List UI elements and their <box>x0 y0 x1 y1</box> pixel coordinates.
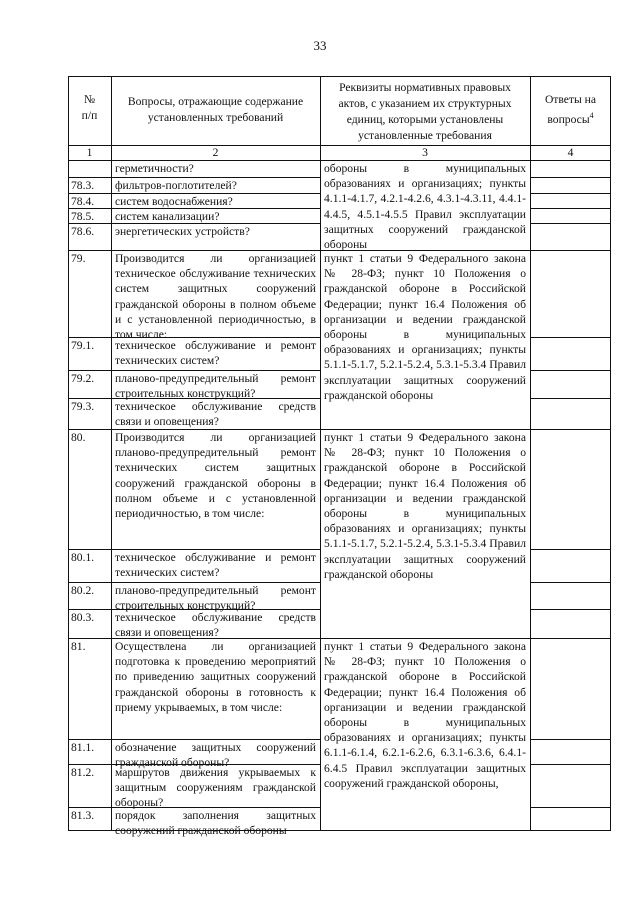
requirements-table <box>68 76 611 838</box>
reference-text: пункт 1 статьи 9 Федерального закона № 28-ФЗ; пункт 10 Положения о гражданской обороне в Российской Федерации; пункт 16.4 Положения об организации и ведении гражданской обороны в муниципальных образованиях и организациях; пункты 5.1.1-5.1.7, 5.2.1-5.2.4, 5.3.1-5.3.4 Правил эксплуатации защитных сооружений гражданской обороны <box>324 252 526 402</box>
row-number: 80.1. <box>71 551 95 564</box>
answer-row-divider <box>530 337 611 338</box>
row-number: 78.3. <box>71 179 95 192</box>
answer-row-divider <box>530 208 611 209</box>
header-number: № п/п <box>81 93 98 122</box>
answer-row-divider <box>530 739 611 740</box>
column-number: 4 <box>567 146 574 159</box>
column-divider <box>530 76 531 830</box>
question-text: систем водоснабжения? <box>115 195 233 208</box>
header-questions: Вопросы, отражающие содержание установленных требований <box>127 95 304 124</box>
question-text: фильтров-поглотителей? <box>115 179 237 192</box>
column-divider <box>320 76 321 830</box>
question-text: герметичности? <box>115 162 194 175</box>
question-text: маршрутов движения укрываемых к защитным сооружениям гражданской обороны? <box>115 766 316 810</box>
question-text: техническое обслуживание и ремонт технических систем? <box>115 339 316 368</box>
reference-text: обороны в муниципальных образованиях и организациях; пункты 4.1.1-4.1.7, 4.2.1-4.2.6, 4.3.1-4.3.11, 4.4.1-4.4.5, 4.5.1-4.5.5 Правил эксплуатации защитных сооружений гражданской обороны <box>324 162 526 252</box>
row-number: 79.3. <box>71 400 95 413</box>
column-divider <box>111 76 112 830</box>
question-text: планово-предупредительный ремонт строительных конструкций? <box>115 372 316 401</box>
answer-row-divider <box>530 250 611 251</box>
row-number: 81.3. <box>71 809 95 822</box>
reference-text: пункт 1 статьи 9 Федерального закона № 28-ФЗ; пункт 10 Положения о гражданской обороне в Российской Федерации; пункт 16.4 Положения об организации и ведении гражданской обороны в муниципальных образованиях и организациях; пункты 5.1.1-5.1.7, 5.2.1-5.2.4, 5.3.1-5.3.4 Правил эксплуатации защитных сооружений гражданской обороны <box>324 431 526 581</box>
column-number: 2 <box>212 146 219 159</box>
row-number: 78.4. <box>71 195 95 208</box>
column-number: 1 <box>86 146 93 159</box>
answer-row-divider <box>530 549 611 550</box>
answer-row-divider <box>530 193 611 194</box>
footnote-marker: 4 <box>589 111 594 120</box>
row-number: 81.1. <box>71 741 95 754</box>
answer-row-divider <box>530 764 611 765</box>
reference-text: пункт 1 статьи 9 Федерального закона № 28-ФЗ; пункт 10 Положения о гражданской обороне в Российской Федерации; пункт 16.4 Положения об организации и ведении гражданской обороны в муниципальных образованиях и организациях; пункты 6.1.1-6.1.4, 6.2.1-6.2.6, 6.3.1-6.3.6, 6.4.1-6.4.5 Правил эксплуатации защитных сооружений гражданской обороны, <box>324 640 526 790</box>
row-number: 80.2. <box>71 584 95 597</box>
question-text: энергетических устройств? <box>115 225 250 238</box>
page-number: 33 <box>313 38 327 53</box>
question-text: Осуществлена ли организацией подготовка к проведению мероприятий по приведению защитных сооружений гражданской обороны в готовность к приему укрываемых, в том числе: <box>115 640 316 714</box>
question-text: Производится ли организацией техническое обслуживание технических систем защитных сооружений гражданской обороны в полном объеме и с установленной периодичностью, в том числе: <box>115 252 316 342</box>
row-number: 81. <box>71 640 86 653</box>
header-references: Реквизиты нормативных правовых актов, с указанием их структурных единиц, которыми установлены установленные требования <box>338 81 512 142</box>
question-text: Производится ли организацией планово-предупредительный ремонт технических систем защитных сооружений гражданской обороны в полном объеме и с установленной периодичностью, в том числе: <box>115 431 316 521</box>
answer-row-divider <box>530 370 611 371</box>
row-number: 78.5. <box>71 210 95 223</box>
row-number: 79.1. <box>71 339 95 352</box>
column-divider <box>610 76 611 830</box>
question-text: техническое обслуживание средств связи и оповещения? <box>115 400 316 429</box>
answer-row-divider <box>530 582 611 583</box>
question-text: техническое обслуживание средств связи и оповещения? <box>115 611 316 640</box>
question-text: порядок заполнения защитных сооружений гражданской обороны <box>115 809 316 838</box>
row-number <box>71 161 109 177</box>
row-number: 78.6. <box>71 225 95 238</box>
row-number: 79.2. <box>71 372 95 385</box>
answer-row-divider <box>530 638 611 639</box>
answer-row-divider <box>530 807 611 808</box>
answer-row-divider <box>530 609 611 610</box>
column-divider <box>68 76 69 830</box>
answer-row-divider <box>530 177 611 178</box>
answer-row-divider <box>530 429 611 430</box>
header-answers: Ответы на вопросы$^4$ <box>544 93 597 126</box>
question-text: обозначение защитных сооружений гражданской обороны? <box>115 741 316 770</box>
answer-row-divider <box>530 398 611 399</box>
row-number: 79. <box>71 252 86 265</box>
question-text: техническое обслуживание и ремонт технических систем? <box>115 551 316 580</box>
column-number: 3 <box>422 146 428 159</box>
answer-row-divider <box>530 223 611 224</box>
row-number: 81.2. <box>71 766 95 779</box>
question-text: планово-предупредительный ремонт строительных конструкций? <box>115 584 316 613</box>
row-number: 80.3. <box>71 611 95 624</box>
question-text: систем канализации? <box>115 210 220 223</box>
row-number: 80. <box>71 431 86 444</box>
